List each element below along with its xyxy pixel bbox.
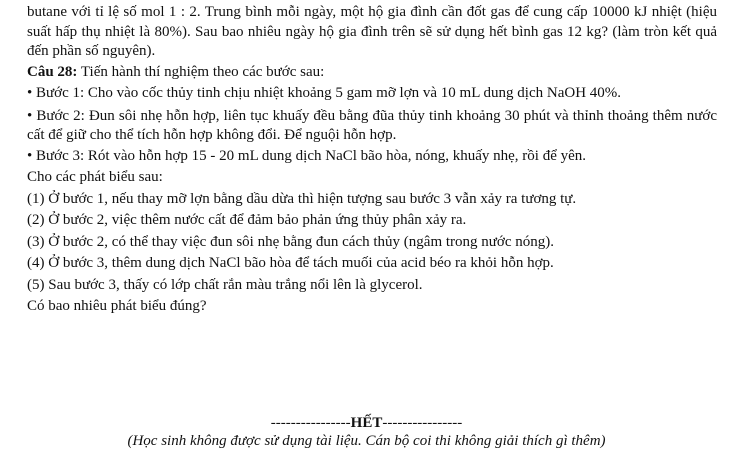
previous-question-tail: butane với tỉ lệ số mol 1 : 2. Trung bình mỗi ngày, một hộ gia đình cần đốt gas để cung cấp 10000 kJ nhiệt (hiệu suất hấp thụ nhiệt là 80%). Sau bao nhiêu ngày hộ gia đình trên sẽ sử dụng hết bình gas 12 kg? (làm tròn kết quả đến phần số nguyên). <box>27 4 717 60</box>
end-dashes-left: ---------------- <box>270 415 351 431</box>
question-28-header <box>27 62 717 84</box>
question-number: Câu 28: <box>27 63 78 80</box>
end-marker <box>0 414 733 432</box>
statement-5: (5) Sau bước 3, thấy có lớp chất rắn màu trắng nổi lên là glycerol. <box>27 276 423 293</box>
question-ask: Có bao nhiêu phát biểu đúng? <box>27 298 207 315</box>
end-word: HẾT <box>350 415 383 431</box>
statements-intro: Cho các phát biểu sau: <box>27 169 163 186</box>
step-2: • Bước 2: Đun sôi nhẹ hỗn hợp, liên tục khuấy đều bằng đũa thủy tinh khoảng 30 phút và thỉnh thoảng thêm nước cất để giữ cho thể tích hỗn hợp không đổi. Để nguội hỗn hợp. <box>27 107 717 144</box>
statement-1: (1) Ở bước 1, nếu thay mỡ lợn bằng dầu dừa thì hiện tượng sau bước 3 vẫn xảy ra tương tự. <box>27 190 577 207</box>
step-1: • Bước 1: Cho vào cốc thủy tinh chịu nhiệt khoảng 5 gam mỡ lợn và 10 mL dung dịch NaOH 40%. <box>27 85 622 102</box>
statement-2: (2) Ở bước 2, việc thêm nước cất để đảm bảo phản ứng thủy phân xảy ra. <box>27 212 467 229</box>
statement-3: (3) Ở bước 2, có thể thay việc đun sôi nhẹ bằng đun cách thủy (ngâm trong nước nóng). <box>27 233 554 250</box>
question-prompt: Tiến hành thí nghiệm theo các bước sau: <box>77 63 325 80</box>
exam-footnote: (Học sinh không được sử dụng tài liệu. Cán bộ coi thi không giải thích gì thêm) <box>127 433 606 449</box>
end-dashes-right: ---------------- <box>382 415 463 431</box>
step-3: • Bước 3: Rót vào hỗn hợp 15 - 20 mL dung dịch NaCl bão hòa, nóng, khuấy nhẹ, rồi để yên. <box>27 147 587 164</box>
statement-4: (4) Ở bước 3, thêm dung dịch NaCl bão hòa để tách muối của acid béo ra khỏi hỗn hợp. <box>27 255 554 272</box>
